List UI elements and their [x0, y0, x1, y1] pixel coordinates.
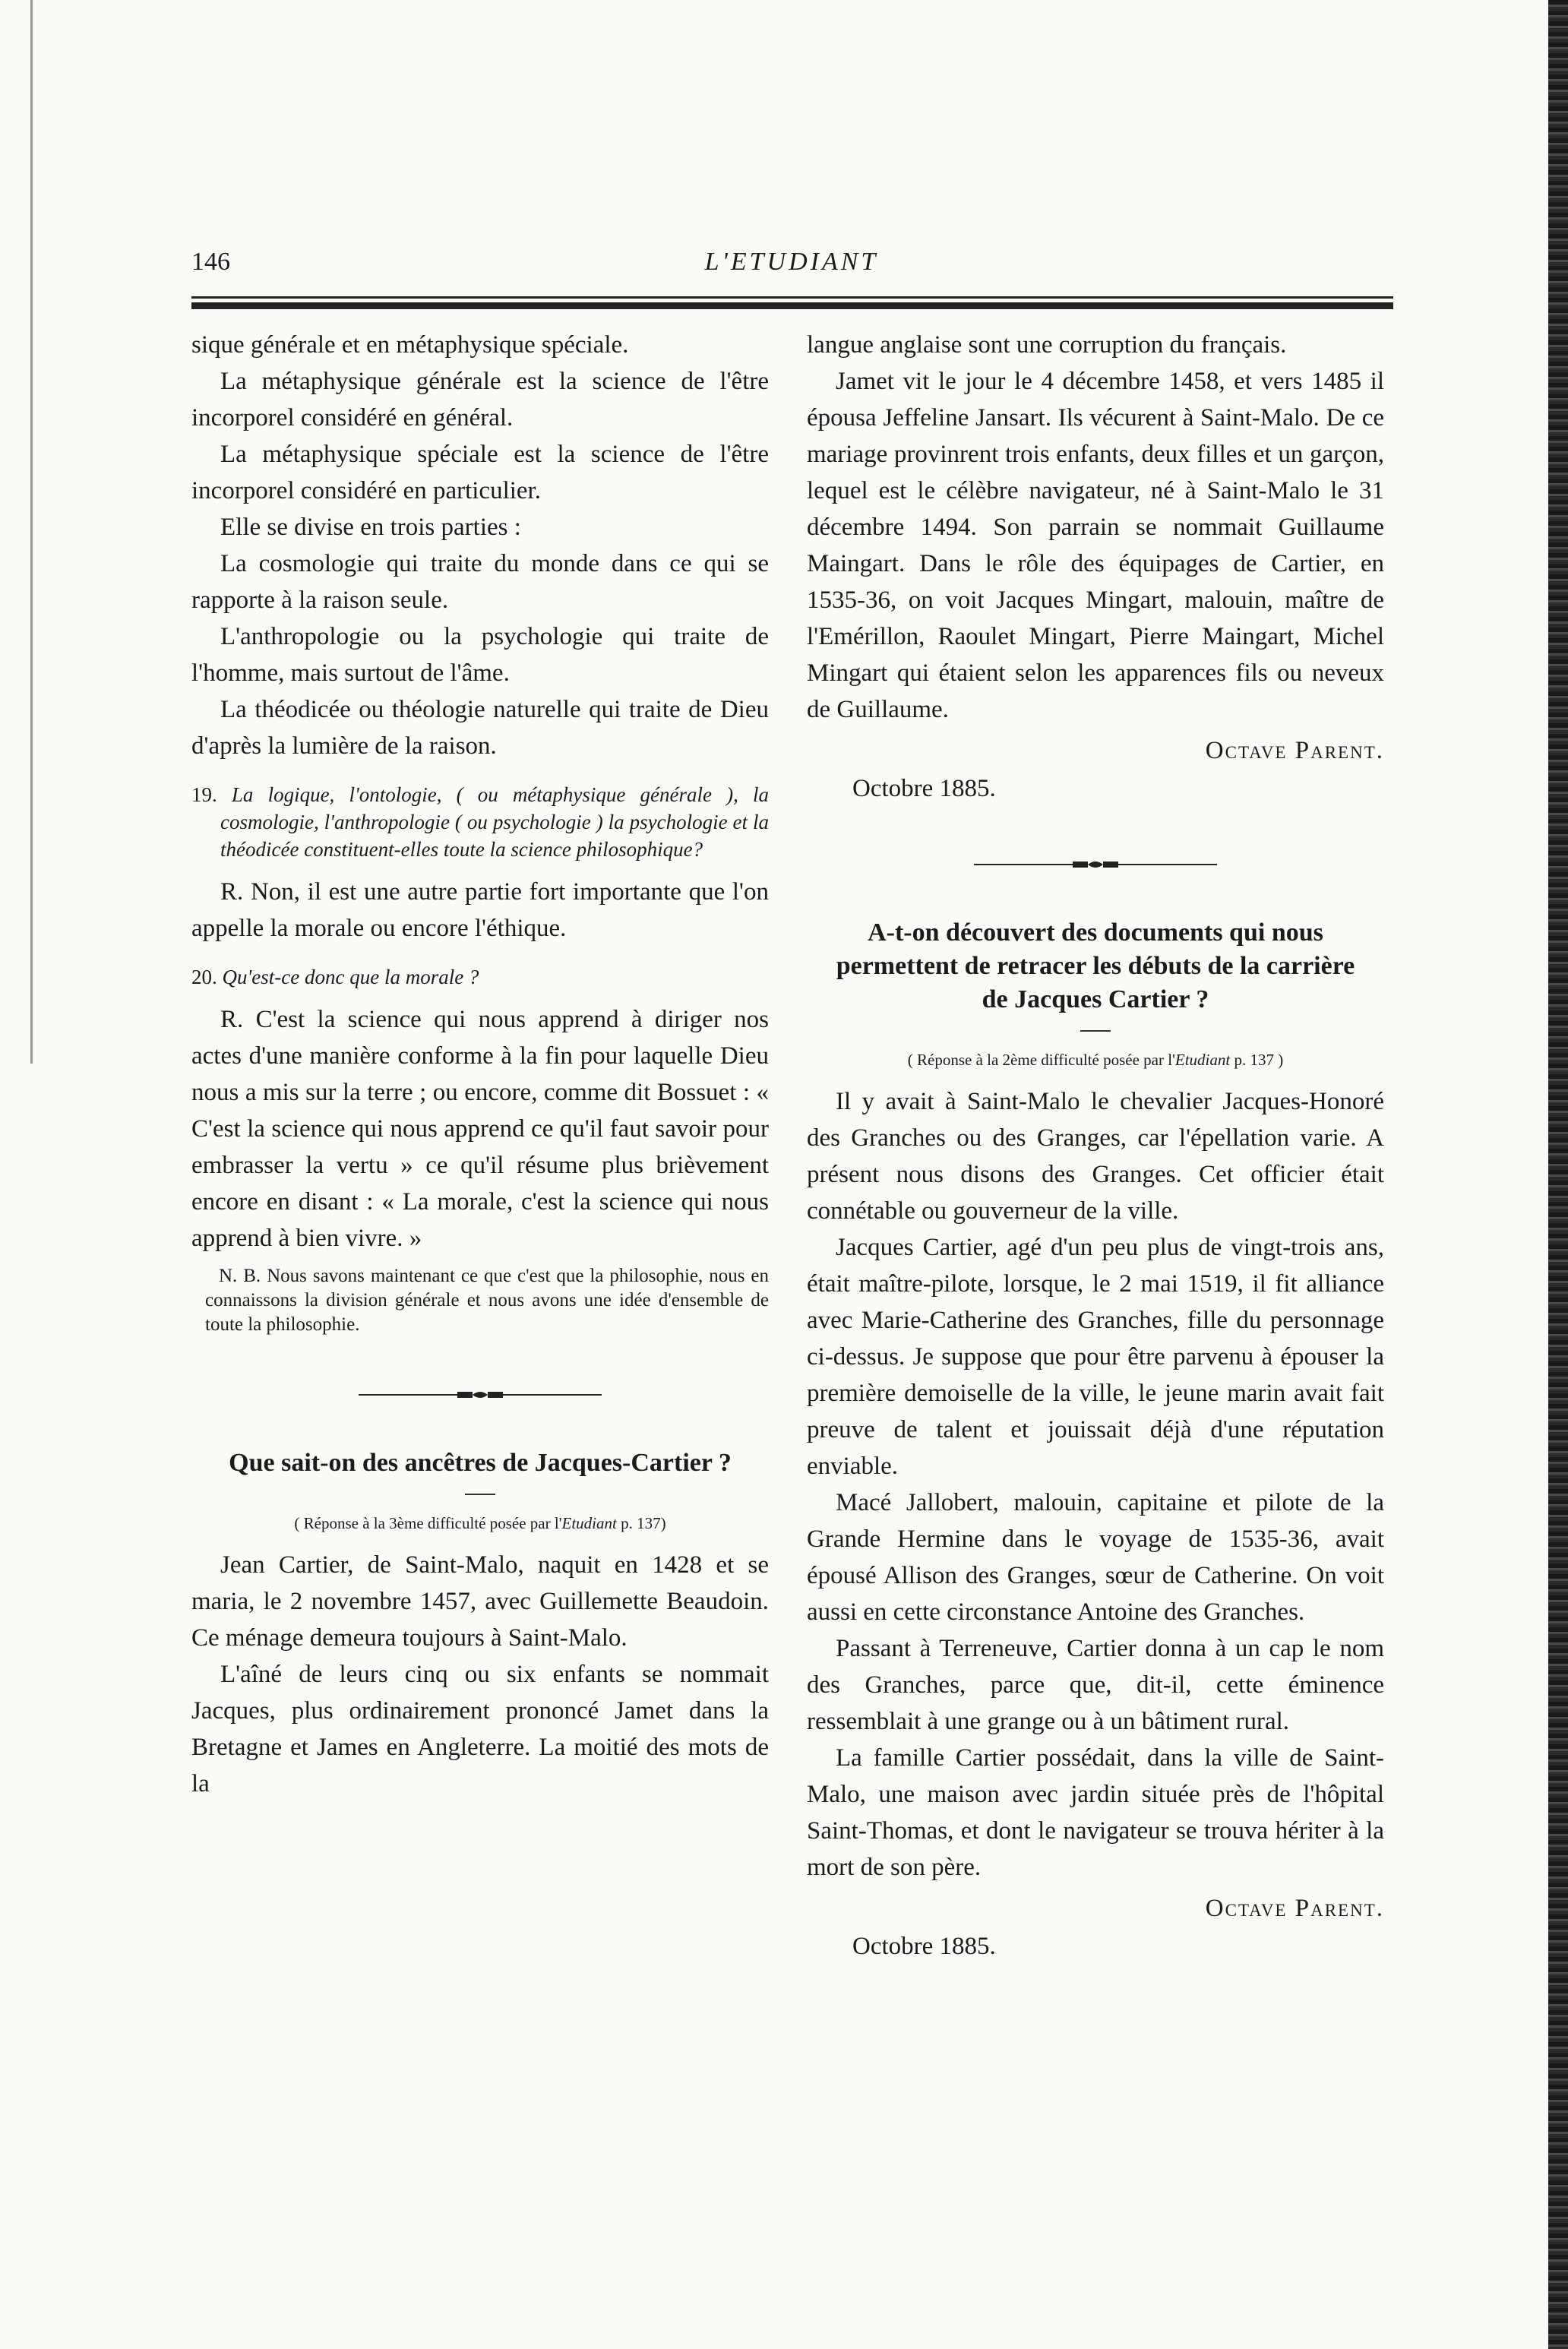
- left-column: [191, 327, 769, 1802]
- paragraph: La métaphysique spéciale est la science de l'être incorporel considéré en particulier.: [191, 441, 769, 504]
- short-rule: [1080, 1030, 1111, 1032]
- paragraph: La métaphysique générale est la science de l'être incorporel considéré en général.: [191, 368, 769, 432]
- date-line: Octobre 1885.: [852, 1933, 996, 1960]
- right-column: [807, 327, 1384, 1965]
- reference-suffix: p. 137): [616, 1514, 666, 1532]
- signature: Octave Parent.: [1205, 737, 1384, 764]
- question-number: 19.: [191, 783, 217, 806]
- paragraph: Jamet vit le jour le 4 décembre 1458, et vers 1485 il épousa Jeffeline Jansart. Ils vécurent à Saint-Malo. De ce mariage provinrent trois enfants, deux filles et un garçon, lequel est le célèbre navigateur, né à Saint-Malo le 31 décembre 1494. Son parrain se nommait Guillaume Maingart. Dans le rôle des équipages de Cartier, en 1535-36, on voit Jacques Mingart, malouin, maître de l'Emérillon, Raoulet Mingart, Pierre Maingart, Michel Mingart qui étaient selon les apparences fils ou neveux de Guillaume.: [807, 368, 1384, 723]
- paragraph: Passant à Terreneuve, Cartier donna à un cap le nom des Granches, parce que, dit-il, cette éminence ressemblait à une grange ou à un bâtiment rural.: [807, 1635, 1384, 1735]
- short-rule: [465, 1494, 495, 1495]
- paragraph: Il y avait à Saint-Malo le chevalier Jacques-Honoré des Granches ou des Granges, car l'épellation varie. A présent nous disons des Granges. Cet officier était connétable ou gouverneur de la ville.: [807, 1088, 1384, 1225]
- answer-20: R. C'est la science qui nous apprend à diriger nos actes d'une manière conforme à la fin pour laquelle Dieu nous a mis sur la terre ; ou encore, comme dit Bossuet : « C'est la science qui nous apprend ce qu'il faut savoir pour embrasser la vertu » ce qu'il résume plus brièvement encore en disant : « La morale, c'est la science qui nous apprend à bien vivre. »: [191, 1006, 769, 1252]
- paragraph: La théodicée ou théologie naturelle qui traite de Dieu d'après la lumière de la raison.: [191, 696, 769, 760]
- reference-journal: Etudiant: [1174, 1051, 1231, 1069]
- paragraph: L'anthropologie ou la psychologie qui traite de l'homme, mais surtout de l'âme.: [191, 623, 769, 687]
- answer-19: R. Non, il est une autre partie fort importante que l'on appelle la morale ou encore l'éthique.: [191, 878, 769, 942]
- reference-prefix: ( Réponse à la 3ème difficulté posée par l': [294, 1514, 562, 1532]
- section-title: Que sait-on des ancêtres de Jacques-Cartier ?: [229, 1449, 732, 1477]
- question-19: [191, 781, 769, 863]
- question-text: Qu'est-ce donc que la morale ?: [222, 966, 479, 988]
- ornamental-divider: [191, 1380, 769, 1410]
- paragraph: Macé Jallobert, malouin, capitaine et pilote de la Grande Hermine dans le voyage de 1535-36, avait épousé Allison des Granges, sœur de Catherine. On voit aussi en cette circonstance Antoine des Granches.: [807, 1489, 1384, 1626]
- paragraph: Elle se divise en trois parties :: [220, 514, 521, 541]
- reference-line: [807, 1048, 1384, 1071]
- reference-suffix: p. 137 ): [1230, 1051, 1284, 1069]
- reference-prefix: ( Réponse à la 2ème difficulté posée par l': [907, 1051, 1175, 1069]
- page-edge-left: [30, 0, 33, 1064]
- date-line: Octobre 1885.: [852, 775, 996, 802]
- paragraph: sique générale et en métaphysique spéciale.: [191, 331, 629, 359]
- section-title: A-t-on découvert des documents qui nous permettent de retracer les débuts de la carrière de Jacques Cartier ?: [836, 918, 1355, 1013]
- paragraph: Jacques Cartier, agé d'un peu plus de vingt-trois ans, était maître-pilote, lorsque, le 2 mai 1519, il fit alliance avec Marie-Catherine des Granches, fille du personnage ci-dessus. Je suppose que pour être parvenu à épouser la première demoiselle de la ville, le jeune marin avait fait preuve de talent et jouissait déjà d'une réputation enviable.: [807, 1234, 1384, 1480]
- paragraph: L'aîné de leurs cinq ou six enfants se nommait Jacques, plus ordinairement prononcé Jamet dans la Bretagne et James en Angleterre. La moitié des mots de la: [191, 1661, 769, 1797]
- running-title: L'ETUDIANT: [704, 248, 879, 276]
- question-20: [191, 963, 769, 991]
- paragraph: La cosmologie qui traite du monde dans ce qui se rapporte à la raison seule.: [191, 550, 769, 614]
- paragraph: La famille Cartier possédait, dans la ville de Saint-Malo, une maison avec jardin située près de l'hôpital Saint-Thomas, et dont le navigateur se trouva hériter à la mort de son père.: [807, 1744, 1384, 1881]
- question-text: La logique, l'ontologie, ( ou métaphysique générale ), la cosmologie, l'anthropologie ( ou psychologie ) la psychologie et la théodicée constituent-elles toute la science philosophique?: [220, 783, 770, 861]
- note: N. B. Nous savons maintenant ce que c'est que la philosophie, nous en connaissons la division générale et nous avons une idée d'ensemble de toute la philosophie.: [205, 1266, 769, 1335]
- signature: Octave Parent.: [1205, 1895, 1384, 1922]
- page-number: 146: [191, 248, 230, 276]
- reference-line: [191, 1512, 769, 1535]
- paragraph: Jean Cartier, de Saint-Malo, naquit en 1428 et se maria, le 2 novembre 1457, avec Guillemette Beaudoin. Ce ménage demeura toujours à Saint-Malo.: [191, 1551, 769, 1652]
- page-header: [191, 248, 1392, 284]
- paragraph: langue anglaise sont une corruption du français.: [807, 331, 1287, 359]
- reference-journal: Etudiant: [561, 1514, 617, 1532]
- header-rule-thin: [191, 296, 1393, 299]
- page-edge-dark: [1548, 0, 1568, 2349]
- question-number: 20.: [191, 966, 217, 988]
- ornamental-divider: [807, 849, 1384, 880]
- header-rule-thick: [191, 302, 1393, 309]
